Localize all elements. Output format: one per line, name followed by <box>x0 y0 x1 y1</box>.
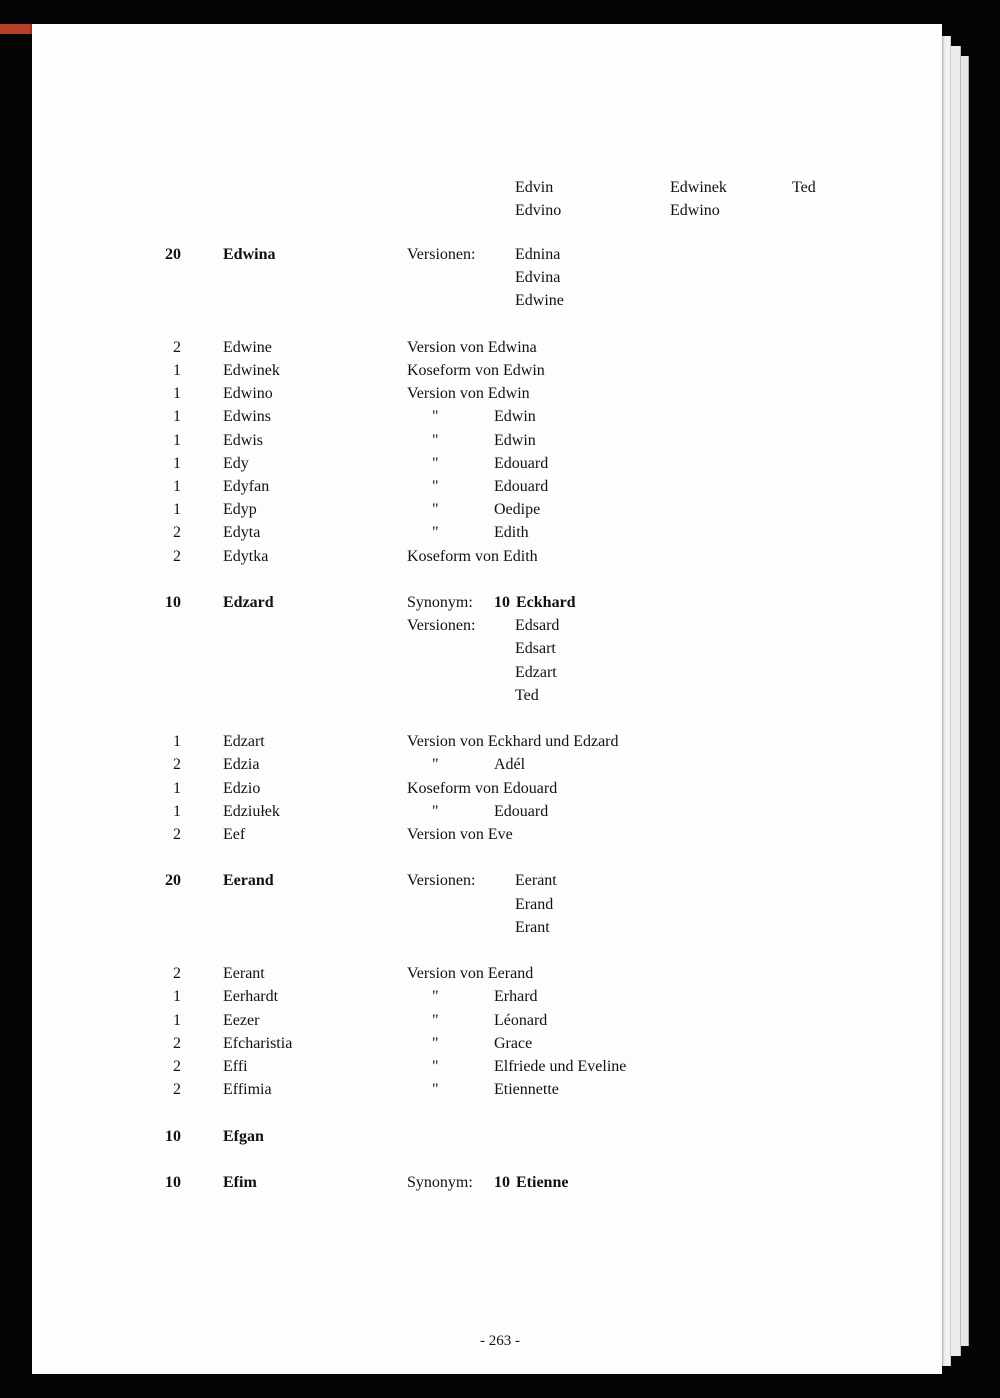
relation-target: Elfriede und Eveline <box>494 1058 627 1075</box>
entry-name: Edzard <box>223 594 274 611</box>
entry-name: Edzia <box>223 756 260 774</box>
entry-relation: Koseform von Edwin <box>407 362 545 379</box>
ditto-mark: " <box>432 1034 439 1052</box>
version-value: Edzart <box>515 663 557 681</box>
relation-target: Erhard <box>494 988 538 1006</box>
entry-count: 1 <box>173 431 181 449</box>
relation-target: Edwin <box>494 431 536 449</box>
entry-name: Eerand <box>223 872 274 890</box>
entry-name: Edwins <box>223 408 271 426</box>
entry-name: Edwina <box>223 246 276 263</box>
synonym-name: Etienne <box>516 1174 569 1191</box>
page-stack-edge <box>960 56 969 1346</box>
ditto-mark: " <box>432 802 439 820</box>
entry-count: 10 <box>165 1127 181 1145</box>
entry-relation: Koseform von Edith <box>407 547 538 565</box>
ditto-mark: " <box>432 431 439 449</box>
version-value: Ted <box>515 686 539 704</box>
entry-count: 1 <box>173 478 181 495</box>
entry-count: 2 <box>173 756 181 774</box>
entry-name: Eerhardt <box>223 988 279 1006</box>
entry-count: 1 <box>173 733 181 751</box>
entry-count: 1 <box>173 1011 181 1029</box>
entry-name: Edwino <box>223 385 273 403</box>
book-page <box>32 24 942 1374</box>
continued-version-value: Edwinek <box>670 179 727 196</box>
entry-name: Edzio <box>223 779 261 797</box>
entry-name: Edwis <box>223 431 263 449</box>
version-value: Erand <box>515 895 554 913</box>
entry-count: 10 <box>165 1174 181 1191</box>
book-edge-mark <box>0 24 32 34</box>
entry-count: 2 <box>173 1058 181 1075</box>
entry-relation: Version von Eve <box>407 826 513 843</box>
relation-target: Etiennette <box>494 1081 559 1099</box>
entry-name: Eezer <box>223 1011 260 1029</box>
ditto-mark: " <box>432 988 439 1006</box>
continued-version-value: Edvino <box>515 202 562 220</box>
entry-count: 2 <box>173 965 181 983</box>
synonym-count: 10 <box>494 594 510 611</box>
entry-count: 1 <box>173 779 181 797</box>
ditto-mark: " <box>432 478 439 495</box>
entry-name: Edyta <box>223 524 261 542</box>
entry-name: Edyfan <box>223 478 270 495</box>
relation-target: Edouard <box>494 478 549 495</box>
relation-target: Edith <box>494 524 529 542</box>
entry-count: 1 <box>173 362 181 379</box>
entry-count: 20 <box>165 872 181 890</box>
synonym-name: Eckhard <box>516 594 576 611</box>
entry-count: 2 <box>173 547 181 565</box>
entry-name: Efgan <box>223 1127 264 1145</box>
ditto-mark: " <box>432 1058 439 1075</box>
entry-count: 1 <box>173 802 181 820</box>
synonym-count: 10 <box>494 1174 510 1191</box>
version-value: Edsart <box>515 640 556 658</box>
entry-relation: Version von Eckhard und Edzard <box>407 733 619 751</box>
relation-target: Léonard <box>494 1011 548 1029</box>
entry-name: Effimia <box>223 1081 272 1099</box>
entry-count: 1 <box>173 408 181 426</box>
entry-name: Eef <box>223 826 246 843</box>
version-value: Edvina <box>515 269 561 287</box>
version-value: Erant <box>515 918 550 936</box>
entry-name: Edyp <box>223 501 257 519</box>
entry-count: 2 <box>173 524 181 542</box>
continued-version-value: Edvin <box>515 179 554 196</box>
ditto-mark: " <box>432 408 439 426</box>
entry-relation: Version von Edwina <box>407 338 537 356</box>
ditto-mark: " <box>432 756 439 774</box>
versions-label: Versionen: <box>407 872 476 890</box>
entry-count: 1 <box>173 385 181 403</box>
version-value: Ednina <box>515 246 561 263</box>
entry-count: 1 <box>173 988 181 1006</box>
version-value: Eerant <box>515 872 557 890</box>
version-value: Edwine <box>515 292 564 310</box>
entry-relation: Koseform von Edouard <box>407 779 558 797</box>
entry-count: 2 <box>173 826 181 843</box>
entry-count: 2 <box>173 338 181 356</box>
entry-count: 2 <box>173 1081 181 1099</box>
relation-target: Adél <box>494 756 526 774</box>
relation-target: Edouard <box>494 454 549 472</box>
entry-name: Eerant <box>223 965 265 983</box>
entry-count: 10 <box>165 594 181 611</box>
synonym-label: Synonym: <box>407 1174 473 1191</box>
relation-target: Edwin <box>494 408 536 426</box>
entry-count: 1 <box>173 501 181 519</box>
continued-version-value: Ted <box>792 179 816 196</box>
ditto-mark: " <box>432 524 439 542</box>
synonym-label: Synonym: <box>407 594 473 611</box>
ditto-mark: " <box>432 1011 439 1029</box>
entry-name: Effi <box>223 1058 248 1075</box>
entry-relation: Version von Edwin <box>407 385 530 403</box>
entry-name: Edwinek <box>223 362 280 379</box>
entry-count: 20 <box>165 246 181 263</box>
relation-target: Grace <box>494 1034 533 1052</box>
continued-version-value: Edwino <box>670 202 720 220</box>
versions-label: Versionen: <box>407 617 476 635</box>
versions-label: Versionen: <box>407 246 476 263</box>
entry-relation: Version von Eerand <box>407 965 534 983</box>
ditto-mark: " <box>432 454 439 472</box>
ditto-mark: " <box>432 501 439 519</box>
relation-target: Edouard <box>494 802 549 820</box>
entry-name: Edziułek <box>223 802 280 820</box>
page-stack-edge <box>950 46 961 1356</box>
entry-name: Efim <box>223 1174 257 1191</box>
entry-count: 2 <box>173 1034 181 1052</box>
version-value: Edsard <box>515 617 560 635</box>
entry-name: Edy <box>223 454 249 472</box>
entry-count: 1 <box>173 454 181 472</box>
entry-name: Edzart <box>223 733 265 751</box>
relation-target: Oedipe <box>494 501 541 519</box>
ditto-mark: " <box>432 1081 439 1099</box>
page-number: - 263 - <box>480 1333 520 1349</box>
entry-name: Edwine <box>223 338 272 356</box>
entry-name: Edytka <box>223 547 269 565</box>
entry-name: Efcharistia <box>223 1034 293 1052</box>
